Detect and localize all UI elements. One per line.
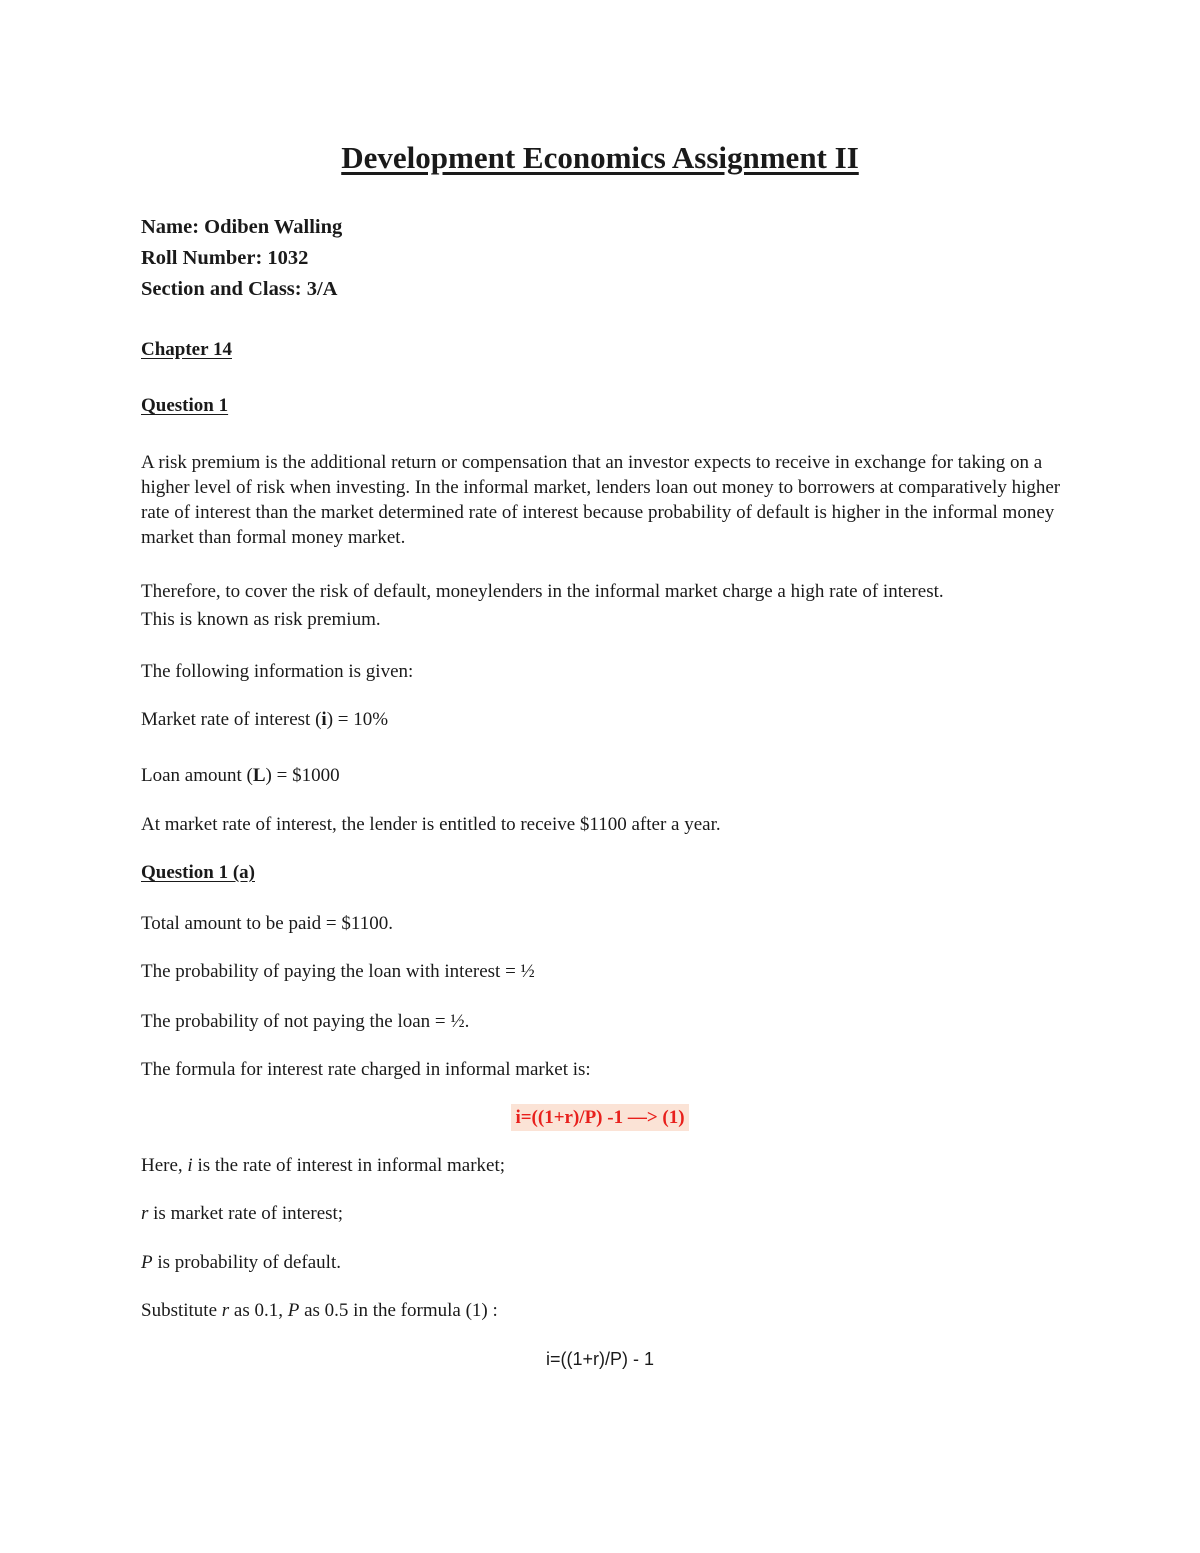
prob-paying-line: The probability of paying the loan with interest = ½ (141, 961, 535, 982)
r-definition-line (141, 1201, 343, 1226)
symbol-i: i (187, 1155, 193, 1176)
given-info-intro: The following information is given: (141, 661, 414, 682)
question-1a-heading: Question 1 (a) (141, 862, 255, 883)
substitute-part-3: as 0.5 in the formula (1) : (299, 1300, 498, 1321)
section-class: Section and Class: 3/A (141, 278, 338, 300)
roll-number: Roll Number: 1032 (141, 247, 309, 269)
risk-premium-paragraph: A risk premium is the additional return or compensation that an investor expects to receive in exchange for taking on a higher level of risk when investing. In the informal market, lenders loan out money to borrowers at comparatively higher rate of interest than the market determined rate of interest because probability of default is higher in the informal money market than formal money market. (141, 452, 1061, 548)
market-rate-value: ) = 10% (326, 709, 389, 730)
i-definition: is the rate of interest in informal market; (192, 1155, 506, 1176)
formula-plain: i=((1+r)/P) - 1 (545, 1349, 655, 1369)
risk-default-line-1: Therefore, to cover the risk of default, moneylenders in the informal market charge a high rate of interest. (141, 581, 944, 602)
loan-amount-line (141, 763, 340, 788)
market-rate-prefix: Market rate of interest ( (141, 709, 322, 730)
substitute-part-1: Substitute (141, 1300, 222, 1321)
p-definition-line (141, 1250, 341, 1275)
here-prefix: Here, (141, 1155, 188, 1176)
risk-default-line-2: This is known as risk premium. (141, 609, 381, 630)
formula-highlight: i=((1+r)/P) -1 —> (1) (511, 1104, 688, 1131)
chapter-heading: Chapter 14 (141, 339, 232, 360)
total-amount-line: Total amount to be paid = $1100. (141, 913, 393, 934)
loan-amount-symbol: L (252, 765, 266, 786)
prob-not-paying-line: The probability of not paying the loan = ½. (141, 1011, 470, 1032)
loan-amount-prefix: Loan amount ( (141, 765, 253, 786)
substitute-symbol-p: P (287, 1300, 300, 1321)
formula-highlight-row (0, 1104, 1200, 1131)
p-definition: is probability of default. (152, 1252, 341, 1273)
substitute-symbol-r: r (221, 1300, 230, 1321)
substitute-line (141, 1298, 498, 1323)
document-title: Development Economics Assignment II (341, 140, 859, 175)
loan-amount-value: ) = $1000 (265, 765, 340, 786)
symbol-r: r (141, 1203, 149, 1224)
formula-intro-line: The formula for interest rate charged in informal market is: (141, 1059, 591, 1080)
r-definition: is market rate of interest; (148, 1203, 344, 1224)
market-rate-line (141, 707, 388, 732)
question-1-heading: Question 1 (141, 395, 229, 416)
substitute-part-2: as 0.1, (229, 1300, 288, 1321)
symbol-p: P (141, 1252, 153, 1273)
here-i-definition (141, 1153, 505, 1178)
market-rate-symbol: i (321, 709, 327, 730)
entitled-line: At market rate of interest, the lender is entitled to receive $1100 after a year. (141, 814, 721, 835)
student-name: Name: Odiben Walling (141, 216, 343, 238)
